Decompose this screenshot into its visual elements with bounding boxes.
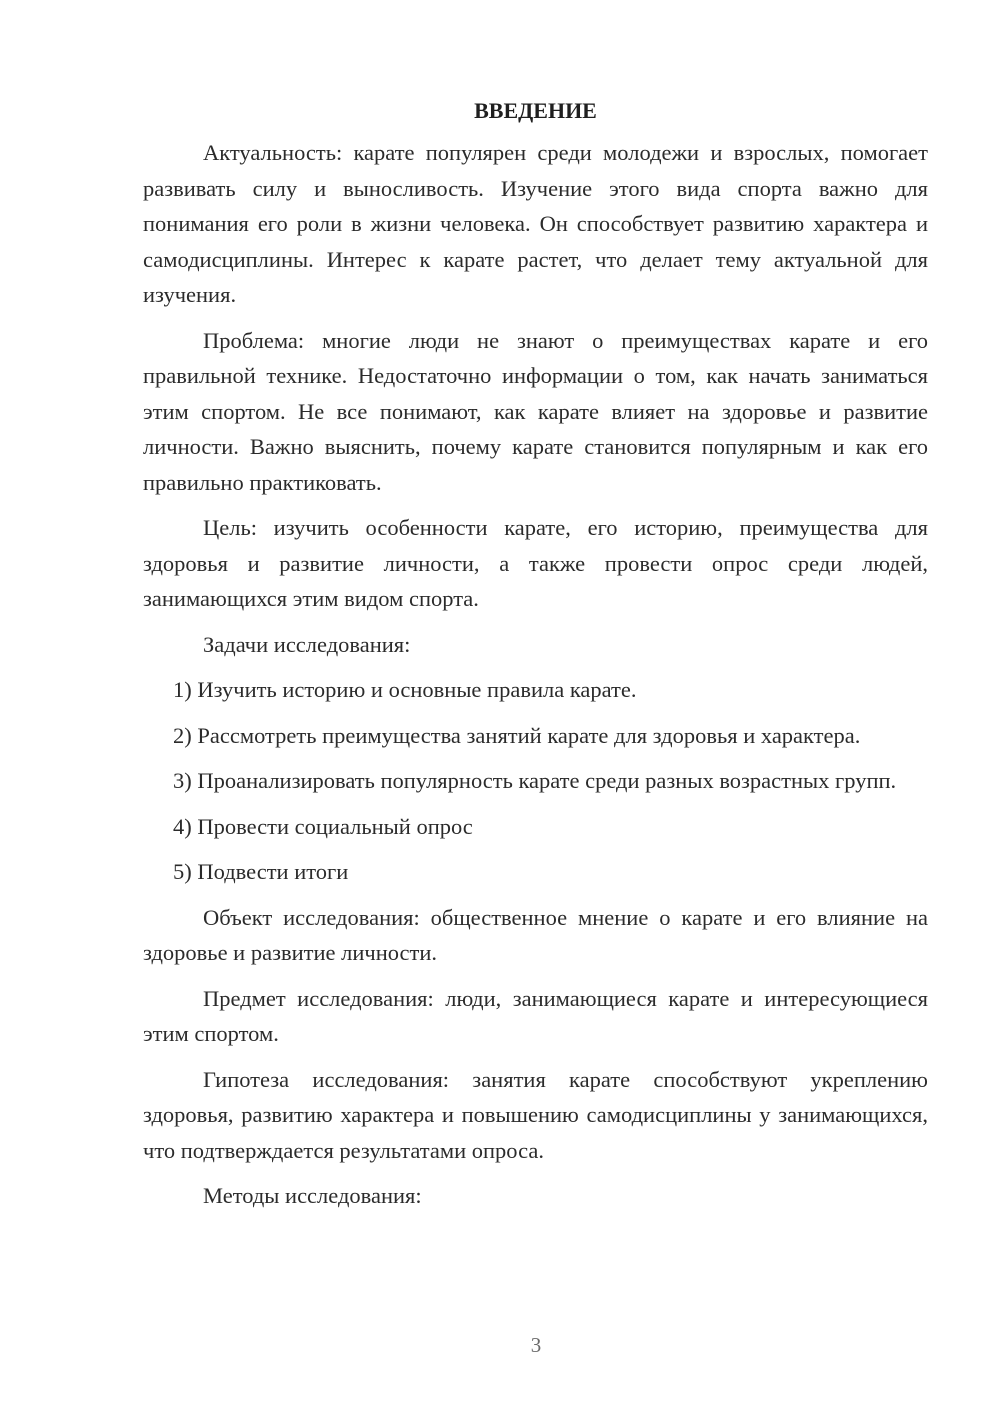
hypothesis-paragraph: Гипотеза исследования: занятия карате способствуют укреплению здоровья, развитию характера и повышению самодисциплины у занимающихся, что подтверждается результатами опроса. <box>143 1066 928 1163</box>
goal-paragraph: Цель: изучить особенности карате, его историю, преимущества для здоровья и развитие личности, а также провести опрос среди людей, занимающихся этим видом спорта. <box>143 515 928 611</box>
problem-paragraph: Проблема: многие люди не знают о преимуществах карате и его правильной технике. Недостаточно информации о том, как начать заниматься этим спортом. Не все понимают, как карате влияет на здоровье и развитие личности. Важно выяснить, почему карате становится популярным и как его правильно практиковать. <box>143 327 928 495</box>
page-number: 3 <box>530 1333 542 1357</box>
task-item-2: 2) Рассмотреть преимущества занятий карате для здоровья и характера. <box>173 722 861 748</box>
task-item-3: 3) Проанализировать популярность карате среди разных возрастных групп. <box>173 768 897 793</box>
methods-heading: Методы исследования: <box>203 1183 422 1208</box>
section-title: ВВЕДЕНИЕ <box>474 98 597 123</box>
task-item-5: 5) Подвести итоги <box>173 859 349 884</box>
task-item-1: 1) Изучить историю и основные правила карате. <box>173 677 637 702</box>
relevance-paragraph: Актуальность: карате популярен среди молодежи и взрослых, помогает развивать силу и выносливость. Изучение этого вида спорта важно для понимания его роли в жизни человека. Он способствует развитию характера и самодисциплины. Интерес к карате растет, что делает тему актуальной для изучения. <box>143 140 928 307</box>
subject-paragraph: Предмет исследования: люди, занимающиеся карате и интересующиеся этим спортом. <box>143 985 928 1046</box>
tasks-heading: Задачи исследования: <box>203 631 411 657</box>
task-item-4: 4) Провести социальный опрос <box>173 813 473 839</box>
object-paragraph: Объект исследования: общественное мнение о карате и его влияние на здоровье и развитие личности. <box>143 904 928 965</box>
page-content <box>143 94 928 1224</box>
